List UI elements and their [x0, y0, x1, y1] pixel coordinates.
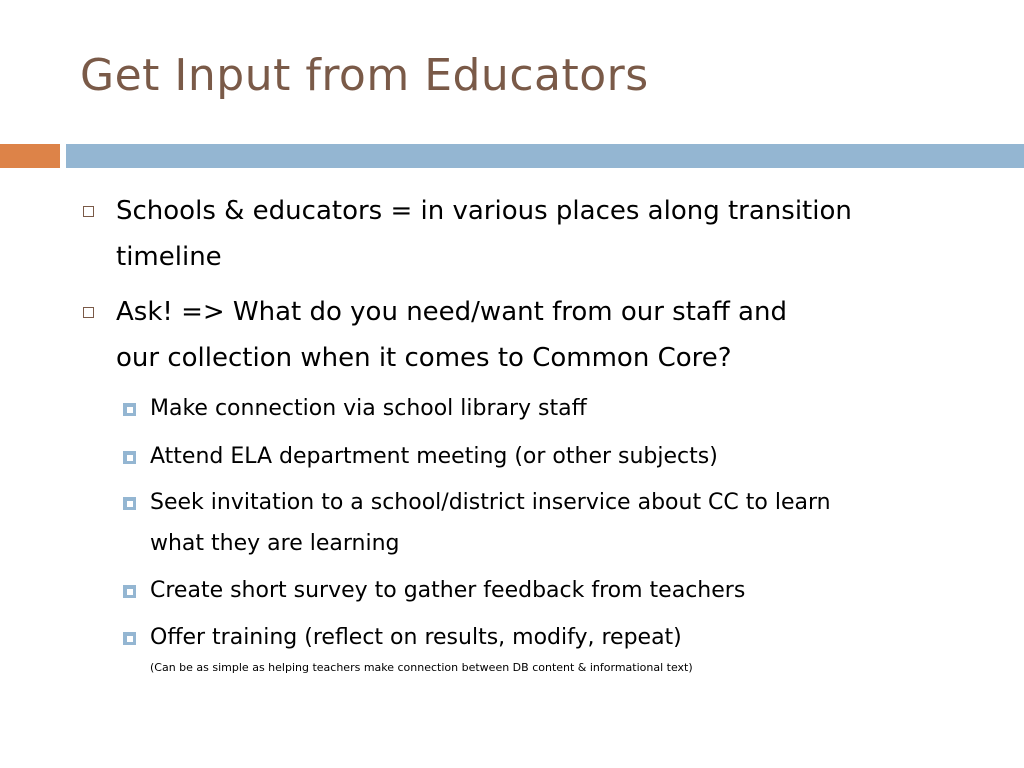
- square-bullet-icon: [123, 451, 136, 464]
- bullet-text-continued: timeline: [116, 242, 222, 272]
- sub-bullet-text: Offer training (reflect on results, modify, repeat): [150, 625, 682, 650]
- sub-bullet-text: Attend ELA department meeting (or other subjects): [150, 444, 718, 469]
- bullet-text: Ask! => What do you need/want from our staff and: [116, 297, 787, 327]
- hollow-square-bullet-icon: [83, 206, 94, 217]
- square-bullet-icon: [123, 403, 136, 416]
- bullet-text-continued: our collection when it comes to Common Core?: [116, 343, 732, 373]
- slide-title: Get Input from Educators: [80, 50, 649, 101]
- sub-bullet-text: Seek invitation to a school/district inservice about CC to learn: [150, 490, 831, 515]
- bullet-text: Schools & educators = in various places along transition: [116, 196, 852, 226]
- square-bullet-icon: [123, 585, 136, 598]
- sub-bullet-text-continued: what they are learning: [150, 531, 400, 556]
- hollow-square-bullet-icon: [83, 307, 94, 318]
- accent-band-orange: [0, 144, 60, 168]
- square-bullet-icon: [123, 497, 136, 510]
- accent-band-blue: [66, 144, 1024, 168]
- sub-bullet-note: (Can be as simple as helping teachers make connection between DB content & informational text): [150, 661, 693, 674]
- sub-bullet-text: Make connection via school library staff: [150, 396, 587, 421]
- sub-bullet-text: Create short survey to gather feedback from teachers: [150, 578, 746, 603]
- square-bullet-icon: [123, 632, 136, 645]
